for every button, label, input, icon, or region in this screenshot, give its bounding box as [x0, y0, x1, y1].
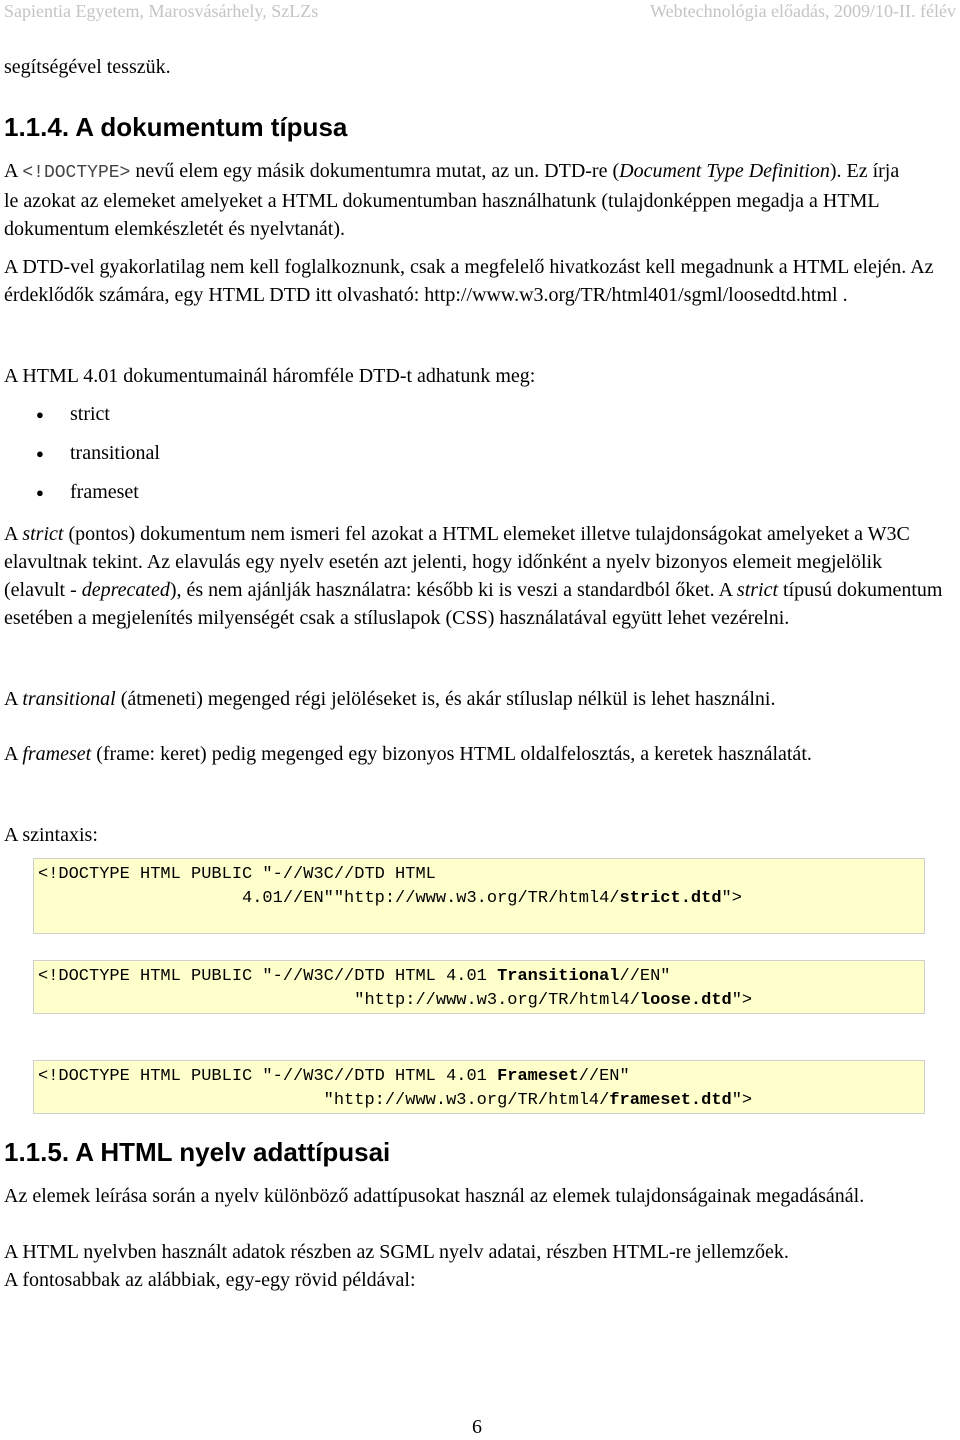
- continuation-text: segítségével tesszük.: [4, 56, 171, 78]
- list-item: ● transitional: [0, 434, 400, 473]
- header-institution: Sapientia Egyetem, Marosvásárhely, SzLZs: [4, 1, 319, 21]
- paragraph-transitional: A transitional (átmeneti) megenged régi jelöléseket is, és akár stíluslap nélkül is lehet használni.: [4, 688, 776, 710]
- code-block-transitional: <!DOCTYPE HTML PUBLIC "-//W3C//DTD HTML 4.01 Transitional//EN" "http://www.w3.org/TR/html4/loose.dtd">: [33, 960, 925, 1014]
- list-item: ● frameset: [0, 473, 400, 512]
- section-heading-115: 1.1.5. A HTML nyelv adattípusai: [4, 1137, 391, 1167]
- page-header: [4, 0, 956, 24]
- header-course: Webtechnológia előadás, 2009/10-II. félév: [650, 1, 956, 21]
- bullet-icon: ●: [36, 407, 44, 422]
- paragraph-examples: A fontosabbak az alábbiak, egy-egy rövid példával:: [4, 1269, 416, 1291]
- paragraph-doctype: A <!DOCTYPE> nevű elem egy másik dokumentumra mutat, az un. DTD-re (Document Type Definition). Ez írja le azokat az elemeket amelyeket a HTML dokumentumban használhatunk (tulajdonképpen megadja a HTML dokumentum elemkészletét és nyelvtanát).: [4, 160, 900, 240]
- bullet-icon: ●: [36, 446, 44, 461]
- paragraph-dtd-kinds: A HTML 4.01 dokumentumainál háromféle DTD-t adhatunk meg:: [4, 365, 536, 387]
- code-block-frameset: <!DOCTYPE HTML PUBLIC "-//W3C//DTD HTML 4.01 Frameset//EN" "http://www.w3.org/TR/html4/frameset.dtd">: [33, 1060, 925, 1114]
- paragraph-dtd-info: A DTD-vel gyakorlatilag nem kell foglalkoznunk, csak a megfelelő hivatkozást kell megadnunk a HTML elején. Az érdeklődők számára, egy HTML DTD itt olvasható: http://www.w3.org/TR/html401/sgml/loosedtd.html .: [4, 256, 934, 306]
- doctype-code: <!DOCTYPE>: [22, 163, 131, 183]
- paragraph-datatypes-intro: Az elemek leírása során a nyelv különböző adattípusokat használ az elemek tulajdonságainak megadásánál.: [4, 1185, 865, 1207]
- dtd-type-list: [0, 395, 400, 512]
- paragraph-strict: A strict (pontos) dokumentum nem ismeri fel azokat a HTML elemeket illetve tulajdonságokat amelyeket a W3C elavultnak tekint. Az elavulás egy nyelv esetén azt jelenti, hogy időnként a nyelv bizonyos elemeit megjelölik (elavult - deprecated), és nem ajánlják használatra: később ki is veszi a standardból őket. A strict típusú dokumentum esetében a megjelenítés milyenségét csak a stíluslapok (CSS) használatával együtt lehet vezérelni.: [4, 523, 943, 629]
- paragraph-sgml: A HTML nyelvben használt adatok részben az SGML nyelv adatai, részben HTML-re jellemzőek.: [4, 1241, 789, 1263]
- dtd-term: Document Type Definition: [619, 160, 830, 182]
- paragraph-syntax: A szintaxis:: [4, 824, 98, 846]
- list-item: ● strict: [0, 395, 400, 434]
- page-number: 6: [472, 1416, 482, 1438]
- section-heading-114: 1.1.4. A dokumentum típusa: [4, 112, 348, 142]
- paragraph-frameset: A frameset (frame: keret) pedig megenged egy bizonyos HTML oldalfelosztás, a keretek használatát.: [4, 743, 812, 765]
- bullet-icon: ●: [36, 485, 44, 500]
- code-block-strict: <!DOCTYPE HTML PUBLIC "-//W3C//DTD HTML 4.01//EN""http://www.w3.org/TR/html4/strict.dtd">: [33, 858, 925, 934]
